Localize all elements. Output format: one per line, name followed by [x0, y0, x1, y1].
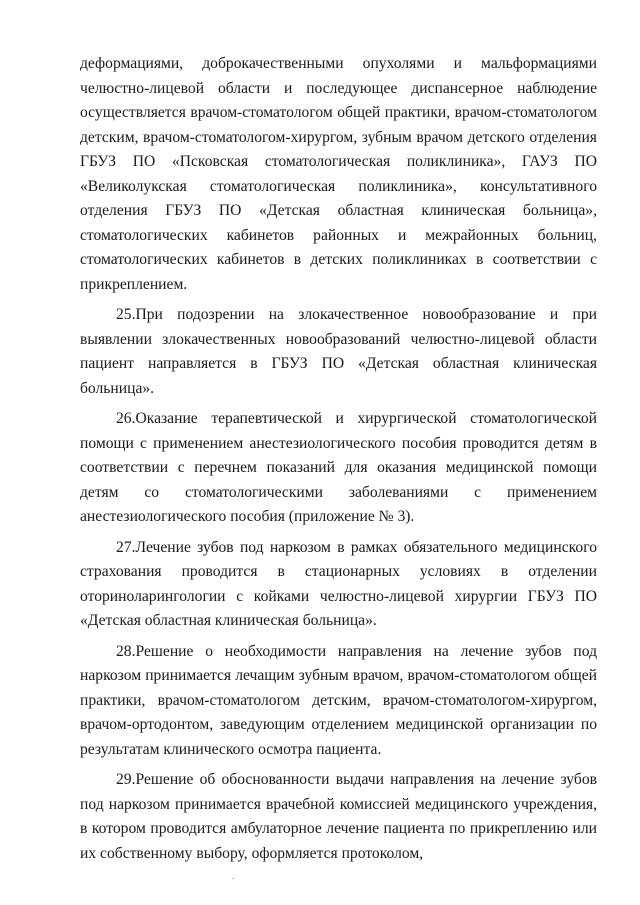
paragraph-number: 27. [116, 538, 136, 556]
paragraph-number: 28. [116, 642, 136, 660]
paragraph-number: 25. [116, 306, 136, 323]
paragraph-continuation [80, 52, 597, 297]
paragraph-text: При подозрении на злокачественное новообразование и при выявлении злокачественных новообразований челюстно-лицевой области пациент направляется в ГБУЗ ПО «Детская областная клиническая больница». [80, 306, 597, 397]
paragraph-text: деформациями, доброкачественными опухолями и мальформациями челюстно-лицевой области и последующее диспансерное наблюдение осуществляется врачом-стоматологом общей практики, врачом-стоматологом детским, врачом-стоматологом-хирургом, зубным врачом детского отделения ГБУЗ ПО «Псковская стоматологическая поликлиника», ГАУЗ ПО «Великолукская стоматологическая поликлиника», консультативного отделения ГБУЗ ПО «Детская областная клиническая больница», стоматологических кабинетов районных и межрайонных больниц, стоматологических кабинетов в детских поликлиниках в соответствии с прикреплением. [80, 55, 597, 293]
paragraph-29 [80, 768, 597, 866]
paragraph-text: Лечение зубов под наркозом в рамках обязательного медицинского страхования проводится в стационарных условиях в отделении оториноларингологии с койками челюстно-лицевой хирургии ГБУЗ ПО «Детская областная клиническая больница». [80, 538, 597, 629]
paragraph-25 [80, 303, 597, 401]
paragraph-number: 26. [116, 410, 136, 427]
paragraph-number: 29. [116, 771, 136, 788]
paragraph-text: Оказание терапевтической и хирургической стоматологической помощи с применением анестезиологического пособия проводится детям в соответствии с перечнем показаний для оказания медицинской помощи детям со стоматологическими заболеваниями с применением анестезиологического пособия (приложение № 3). [80, 410, 597, 525]
paragraph-28 [80, 640, 597, 763]
scan-speck [232, 878, 234, 879]
paragraph-text: Решение об обоснованности выдачи направления на лечение зубов под наркозом принимается врачебной комиссией медицинского учреждения, в котором проводится амбулаторное лечение пациента по прикреплению или их собственному выбору, оформляется протоколом, [80, 771, 597, 862]
paragraph-text: Решение о необходимости направления на лечение зубов под наркозом принимается лечащим зубным врачом, врачом-стоматологом общей практики, врачом-стоматологом детским, врачом-стоматологом-хирургом, врачом-ортодонтом, заведующим отделением медицинской организации по результатам клинического осмотра пациента. [80, 642, 597, 758]
document-page [80, 52, 597, 866]
paragraph-26 [80, 407, 597, 530]
paragraph-27 [80, 536, 597, 634]
